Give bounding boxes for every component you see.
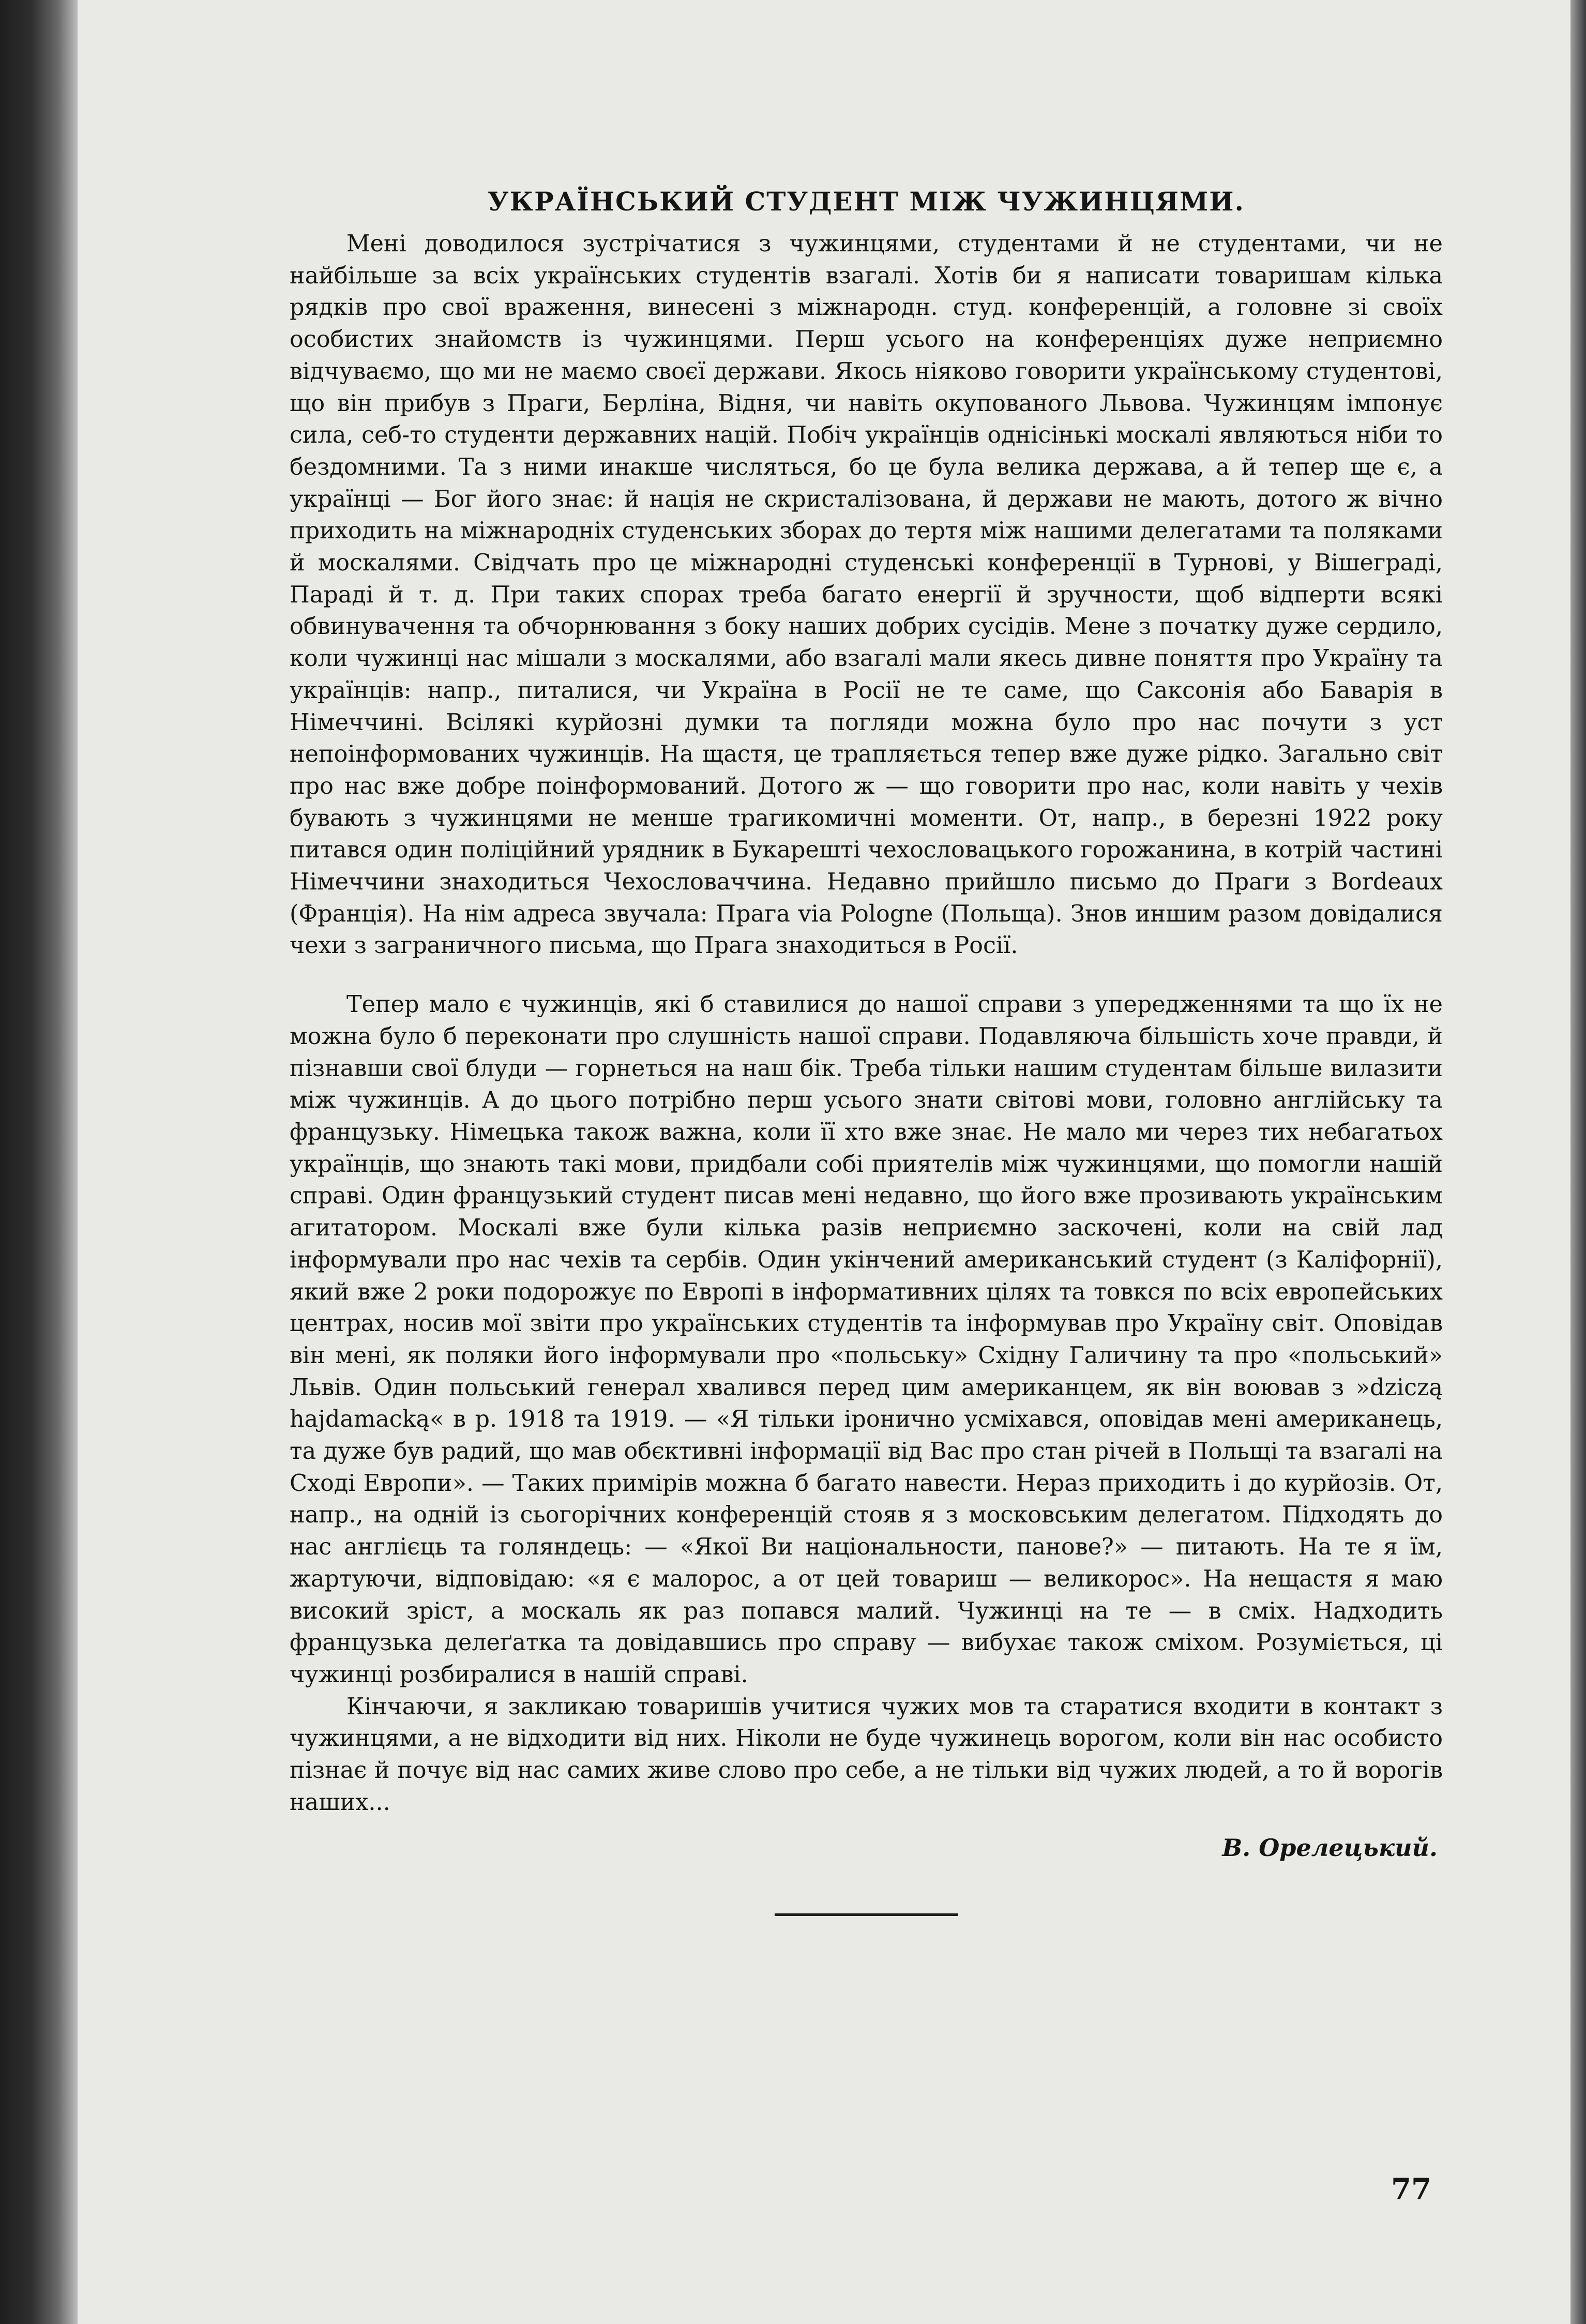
- article-paragraph-3: Кінчаючи, я закликаю товаришів учитися чужих мов та старатися входити в контакт з чужинцями, а не відходити від них. Ніколи не буде чужинець ворогом, коли він нас особисто пізнає й почує від нас самих живе слово про себе, а не тільки від чужих людей, а то й ворогів наших...: [290, 1693, 1443, 1816]
- book-page: [78, 0, 1570, 2324]
- page-right-edge: [1570, 0, 1586, 2324]
- author-signature: В. Орелецький.: [1222, 1834, 1438, 1862]
- book-binding-edge: [0, 0, 78, 2324]
- page-number: 77: [1391, 2172, 1431, 2206]
- end-divider: [775, 1913, 958, 1916]
- article-paragraph-2: Тепер мало є чужинців, які б ставилися до нашої справи з упередженнями та що їх не можна було б переконати про слушність нашої справи. Подавляюча більшість хоче правди, й пізнавши свої блуди — горнеться на наш бік. Треба тільки нашим студентам більше вилазити між чужинців. А до цього потрібно перш усього знати світові мови, головно англійську та французьку. Німецька також важна, коли її хто вже знає. Не мало ми через тих небагатьох українців, що знають такі мови, придбали собі приятелів між чужинцями, що помогли нашій справі. Один французький студент писав мені недавно, що його вже прозивають українським агитатором. Москалі вже були кілька разів неприємно заскочені, коли на свій лад інформували про нас чехів та сербів. Один укінчений американський студент (з Каліфорнії), який вже 2 роки подорожує по Европі в інформативних цілях та товкся по всіх европейських центрах, носив мої звіти про українських студентів та інформував про Україну світ. Оповідав він мені, як поляки його інформували про «польську» Східну Галичину та про «польський» Львів. Один польський генерал хвалився перед цим американцем, як він воював з »dziczą hajdamacką« в р. 1918 та 1919. — «Я тільки іронично усміхався, оповідав мені американець, та дуже був радий, що мав обєктивні інформації від Вас про стан річей в Польщі та взагалі на Сході Европи». — Таких примірів можна б багато навести. Нераз приходить і до курйозів. От, напр., на одній із сьогорічних конференцій стояв я з московським делегатом. Підходять до нас англієць та голяндець: — «Якої Ви національности, панове?» — питають. На те я їм, жартуючи, відповідаю: «я є малорос, а от цей товариш — великорос». На нещастя я маю високий зріст, а москаль як раз попався малий. Чужинці на те — в сміх. Надходить французька делеґатка та довідавшись про справу — вибухає також сміхом. Розуміється, ці чужинці розбиралися в нашій справі.: [290, 991, 1443, 1688]
- article-paragraph-1: Мені доводилося зустрічатися з чужинцями, студентами й не студентами, чи не найбільше за всіх українських студентів взагалі. Хотів би я написати товаришам кілька рядків про свої враження, винесені з міжнародн. студ. конференцій, а головне зі своїх особистих знайомств із чужинцями. Перш усього на конференціях дуже неприємно відчуваємо, що ми не маємо своєї держави. Якось ніяково говорити українському студентові, що він прибув з Праги, Берліна, Відня, чи навіть окупованого Львова. Чужинцям імпонує сила, себ-то студенти державних націй. Побіч українців однісінькі москалі являються ніби то бездомними. Та з ними инакше числяться, бо це була велика держава, а й тепер ще є, а українці — Бог його знає: й нація не скристалізована, й держави не мають, дотого ж вічно приходить на міжнародніх студенських зборах до тертя між нашими делегатами та поляками й москалями. Свідчать про це міжнародні студенські конференції в Турнові, у Вішеграді, Параді й т. д. При таких спорах треба багато енергії й зручности, щоб відперти всякі обвинувачення та обчорнювання з боку наших добрих сусідів. Мене з початку дуже сердило, коли чужинці нас мішали з москалями, або взагалі мали якесь дивне поняття про Україну та українців: напр., питалися, чи Україна в Росії не те саме, що Саксонія або Баварія в Німеччині. Всілякі курйозні думки та погляди можна було про нас почути з уст непоінформованих чужинців. На щастя, це трапляється тепер вже дуже рідко. Загально світ про нас вже добре поінформований. Дотого ж — що говорити про нас, коли навіть у чехів бувають з чужинцями не менше трагикомичні моменти. От, напр., в березні 1922 року питався один поліційний урядник в Букарешті чехословацького горожанина, в котрій частині Німеччини знаходиться Чехословаччина. Недавно прийшло письмо до Праги з Bordeaux (Франція). На нім адреса звучала: Прага via Pologne (Польща). Знов иншим разом довідалися чехи з заграничного письма, що Прага знаходиться в Росії.: [290, 231, 1443, 959]
- article-title: УКРАЇНСЬКИЙ СТУДЕНТ МІЖ ЧУЖИНЦЯМИ.: [488, 186, 1245, 217]
- article: [290, 186, 1443, 1916]
